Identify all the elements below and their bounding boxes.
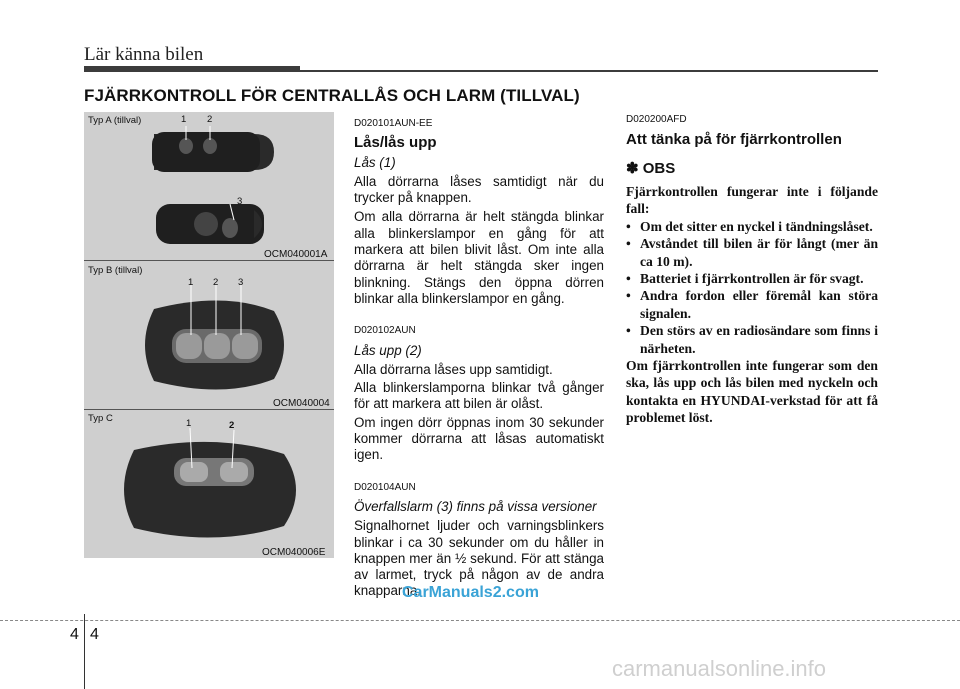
figure-b-num-1: 1: [188, 277, 194, 288]
paragraph: Alla dörrarna låses samtidigt när du trycker på knappen.: [354, 173, 604, 206]
key-fob-type-a-image: [84, 112, 334, 260]
section-code: D020101AUN-EE: [354, 118, 433, 129]
figure-c-caption: Typ C: [88, 413, 113, 424]
list-item: • Andra fordon eller föremål kan störa signalen.: [626, 287, 878, 322]
page-chapter-number: 4: [70, 626, 79, 643]
notice-outro: Om fjärrkontrollen inte fungerar som den ska, lås upp och lås bilen med nyckeln och kontakta en HYUNDAI-verkstad för att få problemet löst.: [626, 357, 878, 426]
paragraph: Alla dörrarna låses upp samtidigt.: [354, 361, 553, 377]
key-fob-type-c-image: [84, 410, 334, 558]
figure-a-caption: Typ A (tillval): [88, 115, 142, 126]
page-number-divider: [84, 614, 85, 689]
lock-subheading: Lås (1): [354, 154, 396, 170]
notice-list: [626, 218, 878, 357]
section-title: FJÄRRKONTROLL FÖR CENTRALLÅS OCH LARM (TILLVAL): [84, 86, 580, 105]
remote-notes-column: [626, 112, 878, 427]
page-number: 4: [90, 626, 99, 643]
unlock-subheading: Lås upp (2): [354, 342, 422, 358]
notice-body: [626, 183, 878, 427]
header-rule: [300, 70, 878, 72]
list-item: • Den störs av en radiosändare som finns i närheten.: [626, 322, 878, 357]
key-fob-type-b-image: [84, 261, 334, 409]
notice-label: OBS: [642, 159, 676, 177]
panic-alarm-subheading: Överfallslarm (3) finns på vissa versioner: [354, 498, 597, 514]
watermark-link[interactable]: CarManuals2.com: [402, 584, 539, 601]
figure-b-caption: Typ B (tillval): [88, 265, 143, 276]
section-code: D020104AUN: [354, 481, 416, 493]
figure-a-num-3: 3: [237, 196, 243, 207]
paragraph: Om alla dörrarna är helt stängda blinkar alla blinkerslampor en gång för att markera att bilen blivit låst. Om inte alla dörrarna är helt stängda sker ingen blinkning. Stängs den öppna dörren blinkar alla blinkerslampor en gång.: [354, 209, 604, 306]
figure-b-code: OCM040004: [273, 398, 330, 409]
figure-a-num-1: 1: [181, 114, 187, 125]
figure-a-num-2: 2: [207, 114, 213, 125]
page-footer-rule: [0, 620, 960, 622]
chapter-title: Lär känna bilen: [84, 44, 204, 65]
figure-c-code: OCM040006E: [262, 547, 326, 558]
figure-b-num-3: 3: [238, 277, 244, 288]
list-item: • Om det sitter en nyckel i tändningslåset.: [626, 218, 878, 235]
list-item: • Batteriet i fjärrkontrollen är för svagt.: [626, 270, 878, 287]
paragraph: Signalhornet ljuder och varningsblinkers blinkar i ca 30 sekunder om du håller in knappen mer än ½ sekund. För att stänga av larmet, tryck på någon av de andra knapparna.: [354, 518, 604, 599]
paragraph: Om ingen dörr öppnas inom 30 sekunder kommer dörrarna att låsas automatiskt igen.: [354, 414, 604, 463]
footer-watermark: carmanualsonline.info: [612, 656, 827, 681]
notice-heading: [626, 161, 878, 177]
paragraph: Alla blinkerslamporna blinkar två gånger för att markera att bilen är olåst.: [354, 380, 604, 412]
header-bar: [84, 66, 300, 72]
figure-c-num-2: 2: [229, 420, 235, 431]
lock-unlock-column: [354, 116, 604, 600]
remote-notes-heading: Att tänka på för fjärrkontrollen: [626, 131, 842, 149]
figure-a-code: OCM040001A: [264, 249, 328, 260]
notice-intro: Fjärrkontrollen fungerar inte i följande fall:: [626, 183, 878, 217]
section-code: D020200AFD: [626, 114, 687, 125]
asterisk-icon: ✽: [626, 159, 639, 177]
figure-c-num-1: 1: [186, 418, 192, 429]
section-code: D020102AUN: [354, 325, 416, 337]
list-item: • Avståndet till bilen är för långt (mer än ca 10 m).: [626, 235, 878, 270]
figure-b-num-2: 2: [213, 277, 219, 288]
lock-unlock-heading: Lås/lås upp: [354, 134, 437, 152]
